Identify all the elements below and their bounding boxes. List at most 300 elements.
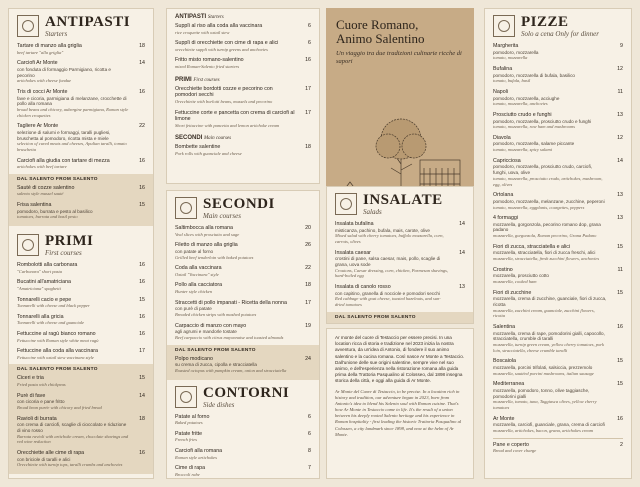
menu-item-price: 26 [305,242,311,249]
menu-item-name: Tonnarelli cacio e pepe [17,296,72,303]
secondi-card [166,190,320,479]
menu-item-name: Ciceri e tria [17,375,44,382]
menu-item-desc: mozzarella, carciofi, guanciale, grana, crema di carciofi [493,422,605,428]
menu-item-text [493,442,611,454]
menu-item [9,201,153,221]
menu-item-price: 6 [308,413,311,420]
menu-item-name: Supplì di orecchiette con cime di rapa e alici [175,40,279,47]
menu-item-text [493,192,611,210]
menu-item-text [17,416,133,445]
menu-item-name: Orecchiette bordotti cozze e pecorino con pomodori secchi [175,85,273,99]
specials-primi-title [167,74,319,85]
menu-item-trans: French fries [175,437,197,443]
menu-item-name: Tartare di manzo alla griglia [17,43,82,49]
menu-item-desc: pomodoro, mozzarella, prosciutto crudo, carciofi, funghi, uova, olive [493,164,593,176]
antipasti-title: ANTIPASTI [45,14,131,30]
specials-secondi-title [167,132,319,143]
menu-item-price: 13 [617,192,623,199]
menu-item-text [493,267,611,285]
menu-item-trans: Baked potatoes [175,420,203,426]
menu-item-desc: selezione di salumi e formaggi, taralli pugliesi, bruschetta al pomodoro, ricotta mista e miele [17,129,111,141]
pizze-footer-list [485,441,631,455]
menu-item-desc: mozzarella, porcini trifolati, salsiccia, prezzemolo [493,365,593,371]
menu-item [485,415,631,435]
menu-item-price: 17 [139,348,145,355]
menu-item [167,447,319,461]
menu-item [485,134,631,154]
menu-item-name: Capricciosa [493,157,521,164]
menu-item-text [17,158,133,170]
menu-item [327,283,473,309]
menu-item-trans: Grilled beef tenderloin with baked potatoes [175,254,254,260]
menu-item-name: Ortolana [493,192,514,199]
menu-item-text [17,262,133,274]
secondi-list [167,224,319,342]
menu-item [167,241,319,261]
menu-item [167,22,319,36]
menu-item-price: 18 [305,144,311,151]
antipasti-subtitle: Starters [45,30,68,38]
menu-item-trans: mixed Roman-Salento fried starters [175,64,240,70]
menu-item-price: 11 [617,88,623,95]
menu-item [9,449,153,469]
menu-item-trans: tomatoes, burrata and basil pesto [17,214,78,220]
specials-title-it: Starters [207,15,224,20]
menu-item-text [175,448,299,460]
menu-item-price: 2 [620,441,623,448]
menu-item-name: Ar Monte [493,415,515,422]
menu-item-trans: Roasted octopus with pumpkin cream, onion and stracciatella [175,367,287,373]
menu-item-trans: selection of cured meats and cheeses, Apulian taralli, tomato bruschetta [17,141,127,152]
story-paragraph-it: Ar monte del cuore di Testaccio per essere precisi. In una location ricca di storia e tradizione nel 2023 inizia la nostra avventura, da un'idea di Antonio, di fondere il suo animo salentino e la cucina romana. Così nasce Ar Monte a Testaccio. Dall'unione delle sue origini salentine, sempre vive nel suo animo, e dell'esperienza nella ristorazione romana alla guida prima della Trattoria Pasqualino al Colosseo, dal 1898 insegna storica della città, e oggi alla guida di Ar Monte. [335,335,465,384]
pizze-subtitle-en: Only for dinner [555,30,599,38]
menu-item [485,441,631,455]
menu-item-text [175,265,299,277]
insalate-card [326,186,474,324]
menu-item-text [175,144,299,156]
menu-item [485,266,631,286]
menu-item-text [17,450,133,468]
menu-item-price: 14 [139,392,145,399]
pizze-subtitle [521,30,599,38]
menu-item-name: Orecchiette alle cime di rapa [17,449,85,456]
menu-item-trans: Veal slices with prosciutto and sage [175,231,240,237]
menu-item-price: 13 [459,283,465,290]
menu-item-price: 20 [305,225,311,231]
band-title: DAL SALENTO FROM SALENTO [175,347,256,353]
menu-item-text [493,215,611,239]
menu-item [167,355,319,375]
pizze-subtitle-it: Solo a cena [521,30,554,38]
menu-item-text [493,381,611,410]
menu-item-trans: Fettuccine with Roman style white meat ragù [17,337,99,343]
menu-item-trans: Oxtail "Vaccinara" style [175,271,219,277]
menu-item-price: 15 [139,296,145,303]
menu-item-text [175,110,299,129]
menu-item-price: 16 [139,313,145,320]
menu-item [167,224,319,238]
menu-item-name: Pane e coperto [493,441,529,448]
menu-item-text [17,123,133,152]
menu-item-trans: artichokes with cheese fondue [17,78,72,84]
menu-item-name: Ravioli di burrata [17,415,57,422]
hero-title-line2: Animo Salentino [336,31,425,47]
menu-item-price: 14 [459,249,465,256]
menu-item-desc: pomodoro, burrata e pesto al basilico [17,208,93,214]
antipasti-icon [17,15,39,37]
secondi-salento-list [167,355,319,375]
menu-item-text [175,323,299,341]
menu-item-trans: mozzarella, zucchini cream, guanciale, zucchini flowers, ricotta [493,307,595,319]
menu-item-name: Supplì al riso alla coda alla vaccinara [175,23,263,29]
menu-item [167,109,319,130]
menu-item [167,56,319,70]
menu-item-desc: con crema di carciofi, scaglie di cioccolato e riduzione di vino rosso [17,422,127,433]
menu-item-trans: Tonnarelli with cheese and guanciale [17,320,85,326]
menu-item-price: 17 [305,109,311,116]
antipasti-header [9,9,153,42]
menu-item [485,214,631,240]
menu-item [9,330,153,344]
menu-item-name: Pollo alla cacciatora [175,282,223,289]
menu-item [327,220,473,246]
menu-item-price: 6 [308,430,311,437]
menu-item-text [335,323,453,324]
menu-item-trans: Tonnarelli with cheese and black pepper [17,303,90,309]
menu-item-price: 16 [305,57,311,64]
insalate-list [327,220,473,309]
menu-item-text [335,221,453,245]
band-title: DAL SALENTO FROM SALENTO [335,314,416,320]
menu-item-text [175,57,299,69]
menu-item-name: Bucatini all'amatriciana [17,279,72,286]
menu-item-name: Carciofi alla romana [175,448,223,455]
menu-item-name: Bombette salentine [175,144,221,151]
menu-item-text [17,202,133,220]
menu-item [9,347,153,361]
specials-card [166,8,320,184]
menu-item-desc: fave e cicoria, parmigiana di melanzane, crocchette di pollo alla romana [17,95,127,107]
menu-item [485,357,631,377]
hero-title-line1: Cuore Romano, [336,17,419,32]
menu-item-price: 16 [139,330,145,337]
menu-item-name: Carciofi Ar Monte [17,60,58,67]
menu-item-text [175,242,299,260]
menu-item-price: 18 [139,43,145,49]
menu-item-price: 19 [305,322,311,329]
hero-title [326,8,474,50]
insalate-title: INSALATE [363,192,443,208]
menu-item-name: Tonnarelli alla gricia [17,313,64,320]
specials-antipasti-title [167,9,319,22]
specials-primi-title-text: PRIMI [175,76,192,83]
menu-item-price: 24 [305,355,311,362]
primi-subtitle: First courses [45,249,82,258]
menu-item-text [17,314,133,326]
story-note [326,328,474,479]
menu-item-price: 15 [139,375,145,382]
menu-item-text [175,86,299,105]
menu-item-trans: "Amatriciana" spaghetti [17,285,61,291]
menu-item-price: 8 [308,448,311,455]
hero-subtitle: Un viaggio tra due tradizioni culinarie ricche di sapori [336,49,462,66]
menu-item-name: Fettuccine al ragù bianco romano [17,330,96,337]
menu-item-trans: rice croquette with oxtail stew [175,29,230,35]
menu-item-desc: con fonduta di formaggio Parmigiano, ricotta e pecorino [17,66,111,78]
menu-item-trans: salento style mussel sauté [17,191,64,197]
menu-item [9,415,153,446]
menu-item-name: Rombolotti alla carbonara [17,262,78,269]
menu-item-price: 16 [139,184,145,191]
menu-item-price: 17 [305,85,311,92]
menu-item-text [493,358,611,376]
menu-item-desc: pomodoro, mozzarella, salame piccante [493,141,575,147]
menu-item-trans: mozzarella, sautéed porcini mushrooms, italian sausage [493,370,594,376]
menu-item-text [493,158,611,187]
menu-item [167,85,319,106]
menu-item-price: 18 [305,282,311,289]
menu-item [485,157,631,188]
antipasti-list [9,42,153,171]
menu-item-text [17,393,133,411]
menu-item-trans: Broad bean purée with chicory and fried bread [17,405,102,411]
menu-item-name: Mediterranea [493,381,525,388]
menu-item [485,111,631,131]
menu-item-trans: Orecchiette with turnip tops, taralli crumbs and anchovies [17,462,123,468]
menu-item-price: 22 [139,123,145,130]
menu-item-name: Prosciutto crudo e funghi [493,111,552,118]
menu-item [9,184,153,198]
menu-item-text [175,23,299,35]
menu-item-text [17,279,133,291]
band-title: DAL SALENTO FROM SALENTO [17,367,98,373]
menu-item-trans: Mixed salad with cherry tomatoes, buffalo mozzarella, corn, carrots, olives [335,233,444,244]
menu-item [485,42,631,62]
menu-item [9,42,153,56]
menu-item-text [175,414,299,426]
menu-item-desc: mozzarella, gorgonzola, pecorino romano dop, grana padano [493,221,601,233]
menu-item [9,392,153,412]
insalate-icon [335,193,357,215]
menu-item-name: Carciofi alla giudia con tartare di mezza [17,157,110,164]
menu-item-trans: orecchiette suppli with turnip greens and anchovies [175,46,268,52]
menu-item-text [493,290,611,319]
menu-item-name: Straccetti di pollo impanati - Ricetta della nonna [175,299,287,306]
menu-item [327,322,473,324]
menu-item [9,88,153,119]
menu-item [167,430,319,444]
menu-item-text [175,465,299,477]
menu-item-trans: Bread and cover charge [493,448,537,454]
menu-item-desc: misticanza, pachino, bufala, mais, carote, olive [335,227,430,233]
primi-salento-band [9,364,153,474]
secondi-icon [175,197,197,219]
menu-item-price: 15 [617,358,623,365]
menu-item [167,39,319,53]
menu-item-trans: broad beans and chicory, aubergine parmigiana, Roman style chicken croquettes [17,107,129,118]
menu-item-name: Filetto di manzo alla griglia [175,242,238,249]
pizze-title: PIZZE [521,14,569,30]
menu-item-name: Boscaiola [493,358,516,365]
menu-item-name: Patate fritte [175,430,203,437]
menu-item-name: Carpaccio di manzo con mayo [175,322,247,329]
secondi-salento-band [167,345,319,380]
menu-item [9,313,153,327]
menu-item-desc: pomodoro, mozzarella, acciughe [493,95,560,101]
specials-title-text: ANTIPASTI [175,14,207,20]
menu-item-name: Bufalina [493,65,513,72]
menu-item-trans: Breaded chicken strips with mashed potatoes [175,312,257,318]
menu-item-desc: con patate al forno [175,248,214,254]
menu-item-price: 14 [617,157,623,164]
menu-item-price: 13 [617,215,623,222]
menu-item [485,65,631,85]
menu-item [9,296,153,310]
menu-item-text [17,89,133,118]
menu-item [485,380,631,411]
menu-item-name: Saltimbocca alla romana [175,225,233,231]
menu-item-text [175,431,299,443]
menu-item-name: Insalata di canolo rosso [335,283,391,290]
menu-item-text [17,331,133,343]
menu-item-text [335,250,453,279]
menu-item-name: Fettuccine corte e pancetta con crema di carciofi al limone [175,109,295,123]
specials-secondi-list [167,143,319,157]
menu-item-trans: "Carbonara" short pasta [17,268,63,274]
menu-item-trans: Beef carpaccio with citrus mayonnaise and toasted almonds [175,334,284,340]
antipasti-salento-list [9,184,153,221]
menu-item-name: Fiori di zucchine [493,289,532,296]
menu-item-trans: Fettuccine with oxtail stew vaccinara style [17,354,94,360]
secondi-subtitle: Main courses [203,212,241,220]
pizze-column [484,8,632,479]
menu-item-desc: pomodoro, mozzarella, melanzane, zucchine, peperoni [493,198,605,204]
menu-item-name: Insalata caesar [335,249,371,256]
menu-item-text [17,375,133,387]
menu-item-name: Napoli [493,88,509,95]
menu-item-text [175,356,299,374]
menu-item-text [493,112,611,130]
menu-item-trans: Hunter style chicken [175,289,212,295]
menu-item-desc: mozzarella, prosciutto cotto [493,273,549,279]
menu-item-name: Tris di cocci Ar Monte [17,88,68,95]
menu-item-trans: tomato, mozzarella, prosciutto crudo, artichokes, mushroom, egg, olives [493,175,603,187]
menu-item-desc: mozzarella, crema di rape, pomodorini gialli, capocollo, stracciatella, crumble di taralli [493,330,605,342]
menu-item-price: 7 [308,465,311,472]
menu-item-trans: Orecchiette with borlotti beans, mussels and pecorino [175,98,273,104]
menu-item-trans: tomato, mozzarella, spicy salami [493,147,552,153]
menu-item-name: Cime di rapa [175,465,206,472]
menu-item [9,157,153,171]
menu-item-desc: agli agrumi e mandorle tostate [175,329,237,335]
menu-item-name: 4 formaggi [493,215,519,222]
menu-item-desc: mozzarella, stracciatella, fiori di zucca freschi, alici [493,250,596,256]
secondi-header [167,191,319,224]
menu-item-price: 13 [617,111,623,118]
menu-item-name: Frisa salentina [17,202,52,209]
menu-item-trans: Short fettuccine with pancetta and lemon artichoke cream [175,122,280,128]
menu-item-desc: con purè di patate [175,306,212,312]
menu-item-price: 14 [459,221,465,227]
menu-item [485,191,631,211]
menu-item-name: Crostino [493,266,513,273]
menu-item [9,59,153,85]
menu-item-trans: mozzarella, tomato, tuna, Taggiasca olives, yellow cherry tomatoes [493,399,597,411]
insalate-salento-list [327,322,473,324]
menu-item-trans: Fried pasta with chickpeas [17,382,66,388]
contorni-icon [175,386,197,408]
menu-item-desc: su crema di zucca, cipolla e stracciatella [175,362,257,368]
menu-item-price: 6 [308,40,311,47]
menu-item [9,374,153,388]
primi-salento-list [9,374,153,469]
specials-secondi-it: Main courses [204,136,232,142]
menu-item-name: Patate al forno [175,413,210,420]
menu-item [167,281,319,295]
menu-item-price: 17 [305,299,311,306]
menu-item-name: Salentina [493,324,516,331]
menu-item [167,299,319,319]
menu-item [167,322,319,342]
menu-item-text [175,282,299,294]
menu-item-name [335,323,449,324]
menu-item-trans: Burrata ravioli with artichoke cream, chocolate shavings and red wine reduction [17,433,129,445]
menu-item-trans: tomato, mozzarella, eggplants, courgettes, peppers [493,204,585,210]
menu-item-name: Fritto misto romano-salentino [175,57,244,64]
specials-antipasti-list [167,22,319,71]
menu-item-price: 15 [139,202,145,209]
menu-item-text [175,300,299,318]
menu-item-text [17,43,133,55]
menu-item-desc: con capitino, granella di nocciole e pomodori secchi [335,290,440,296]
menu-item-name: Insalata bufalina [335,221,374,227]
menu-item-trans: mozzarella, cooked ham [493,279,537,285]
menu-item-price: 22 [305,265,311,272]
menu-item [167,464,319,478]
menu-item-trans: mozzarella, stracciatella, fresh zucchini flowers, anchovies [493,256,600,262]
menu-item-trans: beef tartare "alla griglia" [17,49,64,55]
menu-item-desc: con cicoria e pane fritto [17,399,65,405]
story-paragraph-en: Ar Monte del Cuore di Testaccio, to be precise. In a location rich in history and tradition, our adventure began in 2023, born from Antonio's idea to blend his Salento soul with Roman cuisine. That's how Ar Monte in Testaccio came to life. It's the result of a union between his deeply rooted Salento heritage and his experience in Roman hospitality - first leading the historic Trattoria Pasqualino al Colosseo, a city landmark since 1898, and now at the helm of Ar Monte. [335,388,462,437]
menu-item-text [493,416,611,434]
menu-item-text [493,244,611,262]
menu-item [485,243,631,263]
menu-item-name: Fettuccine alla coda alla vaccinara [17,348,98,355]
menu-item-price: 16 [139,279,145,286]
menu-item-text [175,40,299,52]
primi-header [9,226,153,261]
insalate-header [327,187,473,220]
menu-item [327,249,473,280]
menu-item-trans: Broccoli rabe [175,471,200,477]
menu-item-price: 15 [617,289,623,296]
menu-item-price: 14 [139,60,145,67]
menu-item-price: 9 [620,43,623,49]
specials-primi-it: First courses [193,77,220,83]
menu-item-price: 16 [139,449,145,456]
menu-item-price: 16 [617,415,623,422]
menu-item-desc: pomodoro, mozzarella, prosciutto crudo e funghi [493,118,592,124]
menu-item-name: Margherita [493,43,519,49]
menu-item-text [493,324,611,353]
menu-item-trans: tomato, mozzarella, raw ham and mushrooms [493,124,576,130]
menu-item-text [17,60,133,84]
menu-item [9,278,153,292]
menu-item-price: 12 [617,134,623,141]
menu-item-name: Polpo modicano [175,355,213,362]
menu-item-trans: tomato, mozzarella, anchovies [493,101,548,107]
menu-item-text [493,89,611,107]
